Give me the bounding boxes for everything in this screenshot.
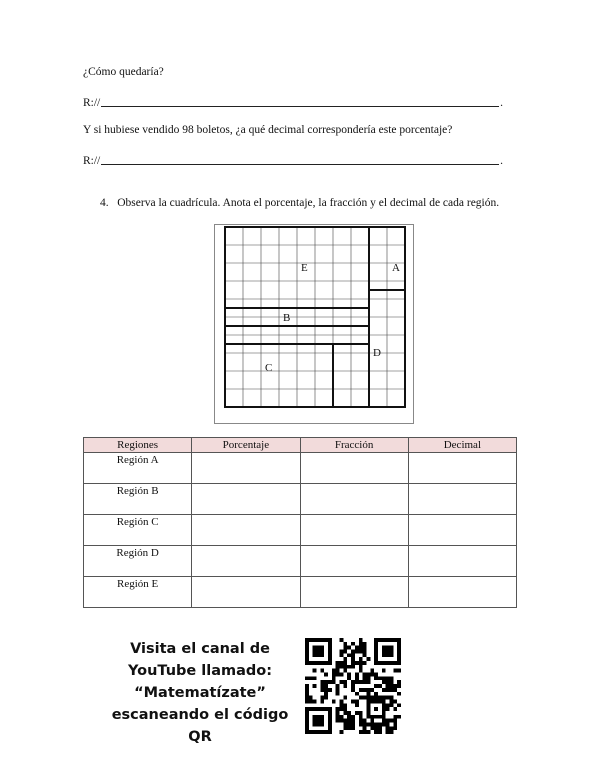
qr-module — [374, 696, 378, 700]
fraction-cell[interactable] — [300, 453, 408, 484]
qr-module — [313, 684, 317, 688]
header-regiones: Regiones — [84, 438, 192, 453]
decimal-cell[interactable] — [408, 515, 516, 546]
qr-module — [359, 669, 363, 673]
qr-module — [343, 722, 347, 726]
qr-module — [389, 703, 393, 707]
qr-module — [340, 673, 344, 677]
qr-module — [343, 703, 347, 707]
qr-module — [382, 688, 386, 692]
qr-module — [355, 646, 359, 650]
qr-module — [382, 680, 386, 684]
table-row — [84, 577, 517, 608]
qr-module — [366, 676, 370, 680]
qr-module — [343, 726, 347, 730]
qr-module — [332, 669, 336, 673]
qr-module — [370, 722, 374, 726]
qr-module — [313, 715, 325, 727]
item-text: Observa la cuadrícula. Anota el porcentaje, la fracción y el decimal de cada región. — [117, 197, 500, 209]
qr-module — [351, 642, 355, 646]
qr-module — [378, 722, 382, 726]
qr-module — [359, 719, 363, 723]
table-row — [84, 515, 517, 546]
grid-drawing — [215, 225, 413, 423]
qr-module — [382, 719, 386, 723]
qr-module — [324, 692, 328, 696]
qr-module — [340, 715, 344, 719]
header-fraccion: Fracción — [300, 438, 408, 453]
qr-module — [386, 676, 390, 680]
qr-module — [386, 726, 390, 730]
qr-module — [347, 673, 351, 677]
qr-module — [370, 673, 374, 677]
qr-module — [382, 646, 394, 658]
qr-module — [343, 646, 347, 650]
answer-line-1[interactable] — [83, 95, 503, 109]
qr-module — [363, 673, 367, 677]
answer-suffix: . — [500, 97, 503, 109]
qr-module — [305, 699, 309, 703]
qr-module — [393, 715, 397, 719]
qr-module — [378, 726, 382, 730]
qr-module — [389, 696, 393, 700]
qr-module — [363, 653, 367, 657]
promo-line: escaneando el código QR — [111, 707, 289, 745]
promo-line: Visita el canal de — [130, 641, 270, 657]
qr-module — [351, 688, 355, 692]
qr-module — [355, 661, 359, 665]
qr-module — [397, 669, 401, 673]
qr-module — [336, 669, 340, 673]
qr-module — [389, 719, 393, 723]
qr-module — [351, 684, 355, 688]
qr-module — [340, 719, 344, 723]
answer-rule — [101, 153, 499, 165]
qr-module — [355, 692, 359, 696]
qr-module — [363, 642, 367, 646]
qr-module — [343, 680, 347, 684]
qr-module — [393, 707, 397, 711]
qr-module — [374, 726, 378, 730]
qr-module — [363, 719, 367, 723]
qr-module — [351, 715, 355, 719]
qr-module — [363, 696, 367, 700]
qr-module — [336, 692, 340, 696]
qr-module — [320, 684, 324, 688]
qr-module — [332, 699, 336, 703]
qr-module — [324, 673, 328, 677]
answer-line-2[interactable] — [83, 153, 503, 167]
qr-module — [359, 661, 363, 665]
qr-module — [336, 707, 340, 711]
item-number: 4. — [100, 197, 109, 209]
qr-module — [340, 680, 344, 684]
qr-module — [397, 703, 401, 707]
qr-module — [374, 673, 378, 677]
qr-module — [389, 730, 393, 734]
qr-module — [324, 696, 328, 700]
qr-module — [351, 680, 355, 684]
qr-module — [389, 726, 393, 730]
qr-module — [320, 669, 324, 673]
qr-module — [374, 730, 378, 734]
qr-module — [366, 688, 370, 692]
qr-module — [347, 719, 351, 723]
qr-module — [336, 719, 340, 723]
region-name: Región C — [84, 515, 192, 546]
qr-module — [347, 646, 351, 650]
qr-module — [359, 715, 363, 719]
regions-table — [83, 437, 517, 608]
qr-module — [393, 684, 397, 688]
qr-module — [340, 653, 344, 657]
qr-module — [397, 715, 401, 719]
qr-module — [393, 688, 397, 692]
percent-cell[interactable] — [192, 577, 300, 608]
decimal-cell[interactable] — [408, 577, 516, 608]
qr-module — [378, 730, 382, 734]
promo-line: YouTube llamado: — [127, 663, 273, 679]
qr-module — [359, 657, 363, 661]
decimal-cell[interactable] — [408, 484, 516, 515]
qr-module — [305, 688, 309, 692]
qr-module — [389, 684, 393, 688]
qr-module — [305, 692, 309, 696]
region-name: Región E — [84, 577, 192, 608]
qr-module — [328, 688, 332, 692]
qr-module — [389, 676, 393, 680]
header-decimal: Decimal — [408, 438, 516, 453]
qr-module — [320, 699, 324, 703]
qr-module — [374, 692, 378, 696]
answer-rule — [101, 95, 499, 107]
qr-module — [374, 676, 378, 680]
qr-module — [351, 726, 355, 730]
qr-module — [355, 699, 359, 703]
fraction-cell[interactable] — [300, 515, 408, 546]
qr-module — [359, 722, 363, 726]
region-name: Región B — [84, 484, 192, 515]
percent-cell[interactable] — [192, 515, 300, 546]
qr-module — [370, 669, 374, 673]
qr-module — [305, 684, 309, 688]
qr-module — [347, 711, 351, 715]
fraction-cell[interactable] — [300, 484, 408, 515]
qr-module — [347, 665, 351, 669]
region-name: Región D — [84, 546, 192, 577]
qr-module — [336, 715, 340, 719]
header-porcentaje: Porcentaje — [192, 438, 300, 453]
qr-module — [386, 707, 390, 711]
fraction-cell[interactable] — [300, 546, 408, 577]
qr-module — [351, 719, 355, 723]
table-row — [84, 546, 517, 577]
qr-module — [313, 646, 325, 658]
table-row — [84, 453, 517, 484]
qr-module — [366, 657, 370, 661]
qr-module — [340, 707, 344, 711]
qr-module — [309, 696, 313, 700]
qr-module — [366, 692, 370, 696]
label-d: D — [373, 347, 381, 359]
qr-module — [366, 680, 370, 684]
item-4-instruction — [100, 197, 499, 209]
qr-module — [363, 680, 367, 684]
answer-prefix: R:// — [83, 97, 101, 109]
qr-module — [332, 673, 336, 677]
qr-module — [351, 665, 355, 669]
qr-module — [336, 711, 340, 715]
qr-module — [343, 661, 347, 665]
qr-module — [359, 638, 363, 642]
answer-prefix: R:// — [83, 155, 101, 167]
qr-module — [370, 726, 374, 730]
qr-module — [332, 680, 336, 684]
qr-module — [343, 665, 347, 669]
decimal-cell[interactable] — [408, 546, 516, 577]
region-grid — [214, 224, 414, 424]
qr-module — [382, 676, 386, 680]
qr-module — [309, 699, 313, 703]
qr-module — [382, 669, 386, 673]
answer-suffix: . — [500, 155, 503, 167]
qr-module — [336, 673, 340, 677]
qr-module — [343, 684, 347, 688]
qr-module — [359, 711, 363, 715]
qr-module — [382, 696, 386, 700]
qr-module — [343, 650, 347, 654]
qr-module — [386, 722, 390, 726]
table-header-row — [84, 438, 517, 453]
region-name: Región A — [84, 453, 192, 484]
qr-module — [397, 684, 401, 688]
qr-module — [363, 722, 367, 726]
qr-module — [359, 688, 363, 692]
label-b: B — [283, 312, 291, 324]
qr-module — [347, 722, 351, 726]
qr-module — [393, 722, 397, 726]
qr-module — [374, 722, 378, 726]
qr-module — [363, 730, 367, 734]
qr-module — [324, 688, 328, 692]
table-row — [84, 484, 517, 515]
qr-module — [305, 676, 309, 680]
qr-module — [347, 726, 351, 730]
qr-module — [328, 680, 332, 684]
qr-module — [366, 730, 370, 734]
qr-module — [347, 676, 351, 680]
qr-module — [351, 661, 355, 665]
label-a: A — [392, 262, 400, 274]
qr-module — [347, 653, 351, 657]
qr-module — [370, 719, 374, 723]
qr-module — [336, 665, 340, 669]
question-como-quedaria: ¿Cómo quedaría? — [83, 66, 164, 78]
qr-module — [320, 688, 324, 692]
qr-module — [359, 665, 363, 669]
qr-module — [386, 703, 390, 707]
qr-module — [363, 688, 367, 692]
qr-module — [340, 699, 344, 703]
qr-module — [305, 696, 309, 700]
qr-module — [386, 688, 390, 692]
qr-module — [343, 707, 347, 711]
qr-module — [340, 650, 344, 654]
qr-module — [370, 696, 374, 700]
qr-module — [320, 680, 324, 684]
qr-module — [382, 722, 386, 726]
qr-module — [347, 715, 351, 719]
qr-module — [351, 657, 355, 661]
qr-module — [374, 684, 378, 688]
qr-module — [389, 680, 393, 684]
qr-module — [363, 676, 367, 680]
qr-module — [355, 676, 359, 680]
percent-cell[interactable] — [192, 453, 300, 484]
qr-module — [343, 711, 347, 715]
qr-module — [320, 696, 324, 700]
qr-module — [359, 696, 363, 700]
qr-module — [351, 722, 355, 726]
qr-module — [332, 676, 336, 680]
qr-module — [393, 726, 397, 730]
percent-cell[interactable] — [192, 484, 300, 515]
percent-cell[interactable] — [192, 546, 300, 577]
qr-module — [355, 650, 359, 654]
qr-module — [366, 722, 370, 726]
qr-module — [343, 642, 347, 646]
qr-module — [374, 707, 378, 711]
label-e: E — [301, 262, 308, 274]
qr-module — [343, 669, 347, 673]
decimal-cell[interactable] — [408, 453, 516, 484]
qr-module — [378, 684, 382, 688]
qr-module — [378, 696, 382, 700]
qr-module — [359, 730, 363, 734]
qr-module — [340, 665, 344, 669]
qr-module — [313, 676, 317, 680]
qr-module — [336, 684, 340, 688]
qr-module — [363, 726, 367, 730]
qr-module — [363, 646, 367, 650]
youtube-promo-text — [100, 638, 300, 748]
fraction-cell[interactable] — [300, 577, 408, 608]
qr-module — [324, 680, 328, 684]
qr-module — [393, 699, 397, 703]
qr-module — [355, 703, 359, 707]
qr-module — [363, 661, 367, 665]
qr-module — [393, 719, 397, 723]
qr-code-icon[interactable] — [305, 638, 401, 734]
qr-module — [386, 730, 390, 734]
qr-module — [355, 673, 359, 677]
qr-module — [359, 650, 363, 654]
qr-module — [340, 638, 344, 642]
promo-channel-name: “Matematízate” — [134, 685, 266, 701]
qr-module — [386, 719, 390, 723]
qr-module — [378, 676, 382, 680]
qr-module — [336, 661, 340, 665]
qr-module — [389, 688, 393, 692]
qr-module — [370, 688, 374, 692]
qr-module — [343, 657, 347, 661]
qr-module — [359, 646, 363, 650]
qr-module — [343, 719, 347, 723]
qr-module — [355, 680, 359, 684]
qr-module — [359, 642, 363, 646]
qr-module — [336, 688, 340, 692]
qr-module — [386, 684, 390, 688]
qr-module — [386, 696, 390, 700]
qr-module — [313, 669, 317, 673]
qr-module — [351, 699, 355, 703]
qr-module — [340, 661, 344, 665]
qr-module — [324, 684, 328, 688]
qr-module — [343, 696, 347, 700]
qr-module — [389, 699, 393, 703]
qr-module — [351, 653, 355, 657]
qr-module — [393, 669, 397, 673]
qr-module — [355, 711, 359, 715]
qr-module — [351, 650, 355, 654]
qr-module — [366, 696, 370, 700]
qr-module — [359, 680, 363, 684]
qr-module — [366, 673, 370, 677]
qr-module — [309, 676, 313, 680]
question-decimal: Y si hubiese vendido 98 boletos, ¿a qué decimal correspondería este porcentaje? — [83, 124, 453, 136]
qr-module — [340, 730, 344, 734]
label-c: C — [265, 362, 273, 374]
qr-module — [340, 703, 344, 707]
qr-module — [313, 699, 317, 703]
qr-module — [397, 680, 401, 684]
qr-module — [397, 692, 401, 696]
qr-module — [386, 680, 390, 684]
qr-module — [363, 650, 367, 654]
